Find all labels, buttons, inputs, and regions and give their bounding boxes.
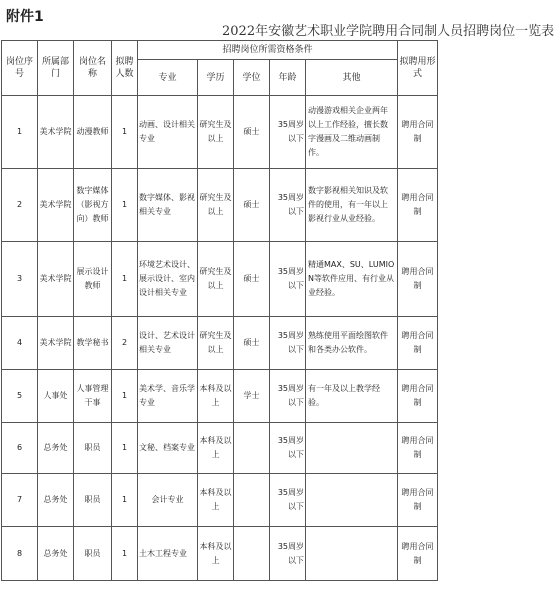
cell-age: 35周岁以下 — [270, 96, 306, 169]
cell-count: 1 — [112, 370, 138, 423]
cell-count: 1 — [112, 527, 138, 581]
cell-major: 环境艺术设计、展示设计、室内设计相关专业 — [138, 242, 198, 317]
header-row-top — [2, 41, 438, 60]
header-other: 其他 — [306, 60, 398, 96]
cell-seq: 2 — [2, 169, 38, 242]
cell-edu: 研究生及以上 — [198, 96, 234, 169]
cell-name: 教学秘书 — [74, 317, 112, 370]
table-row — [2, 317, 438, 370]
cell-name: 动漫教师 — [74, 96, 112, 169]
cell-degree: 硕士 — [234, 169, 270, 242]
cell-other: 熟练使用平面绘图软件和各类办公软件。 — [306, 317, 398, 370]
cell-form: 聘用合同制 — [398, 242, 438, 317]
cell-dept: 美术学院 — [38, 317, 74, 370]
cell-edu: 研究生及以上 — [198, 169, 234, 242]
header-seq: 岗位序号 — [2, 41, 38, 96]
cell-name: 职员 — [74, 527, 112, 581]
cell-dept: 总务处 — [38, 527, 74, 581]
cell-other: 数字影视相关知识及软件的使用，有一年以上影视行业从业经验。 — [306, 169, 398, 242]
cell-degree: 学士 — [234, 370, 270, 423]
table-title: 2022年安徽艺术职业学院聘用合同制人员招聘岗位一览表 — [222, 24, 555, 39]
cell-name: 展示设计教师 — [74, 242, 112, 317]
cell-age: 35周岁以下 — [270, 527, 306, 581]
cell-major: 动画、设计相关专业 — [138, 96, 198, 169]
cell-major: 数字媒体、影视相关专业 — [138, 169, 198, 242]
cell-count: 1 — [112, 423, 138, 474]
cell-other — [306, 423, 398, 474]
cell-dept: 美术学院 — [38, 169, 74, 242]
cell-name: 职员 — [74, 474, 112, 527]
table-row — [2, 423, 438, 474]
cell-major: 设计、艺术设计相关专业 — [138, 317, 198, 370]
header-major: 专业 — [138, 60, 198, 96]
cell-edu: 本科及以上 — [198, 423, 234, 474]
cell-seq: 8 — [2, 527, 38, 581]
attachment-label: 附件1 — [6, 9, 44, 25]
table-row — [2, 527, 438, 581]
header-degree: 学位 — [234, 60, 270, 96]
cell-age: 35周岁以下 — [270, 474, 306, 527]
cell-form: 聘用合同制 — [398, 96, 438, 169]
header-conditions: 招聘岗位所需资格条件 — [138, 41, 398, 60]
cell-other: 动漫游戏相关企业两年以上工作经验，擅长数字漫画及二维动画制作。 — [306, 96, 398, 169]
cell-seq: 4 — [2, 317, 38, 370]
cell-seq: 5 — [2, 370, 38, 423]
cell-edu: 研究生及以上 — [198, 317, 234, 370]
cell-form: 聘用合同制 — [398, 527, 438, 581]
cell-seq: 3 — [2, 242, 38, 317]
cell-degree — [234, 474, 270, 527]
cell-name: 职员 — [74, 423, 112, 474]
cell-age: 35周岁以下 — [270, 317, 306, 370]
cell-edu: 本科及以上 — [198, 474, 234, 527]
cell-count: 1 — [112, 96, 138, 169]
cell-other — [306, 474, 398, 527]
cell-degree: 硕士 — [234, 317, 270, 370]
header-name: 岗位名称 — [74, 41, 112, 96]
cell-degree — [234, 423, 270, 474]
cell-name: 数字媒体（影视方向）教师 — [74, 169, 112, 242]
table-row — [2, 242, 438, 317]
cell-name: 人事管理干事 — [74, 370, 112, 423]
cell-form: 聘用合同制 — [398, 317, 438, 370]
cell-form: 聘用合同制 — [398, 423, 438, 474]
cell-age: 35周岁以下 — [270, 423, 306, 474]
cell-other: 有一年及以上教学经验。 — [306, 370, 398, 423]
cell-age: 35周岁以下 — [270, 242, 306, 317]
cell-seq: 1 — [2, 96, 38, 169]
recruitment-table — [1, 40, 438, 581]
cell-degree: 硕士 — [234, 242, 270, 317]
cell-dept: 总务处 — [38, 474, 74, 527]
table-row — [2, 370, 438, 423]
cell-form: 聘用合同制 — [398, 169, 438, 242]
header-age: 年龄 — [270, 60, 306, 96]
cell-edu: 本科及以上 — [198, 527, 234, 581]
cell-major: 会计专业 — [138, 474, 198, 527]
cell-edu: 本科及以上 — [198, 370, 234, 423]
cell-major: 土木工程专业 — [138, 527, 198, 581]
cell-degree: 硕士 — [234, 96, 270, 169]
table-row — [2, 474, 438, 527]
header-dept: 所属部门 — [38, 41, 74, 96]
cell-dept: 美术学院 — [38, 242, 74, 317]
header-form: 拟聘用形式 — [398, 41, 438, 96]
cell-degree — [234, 527, 270, 581]
cell-age: 35周岁以下 — [270, 370, 306, 423]
cell-major: 文秘、档案专业 — [138, 423, 198, 474]
cell-other — [306, 527, 398, 581]
cell-count: 1 — [112, 242, 138, 317]
cell-edu: 研究生及以上 — [198, 242, 234, 317]
cell-count: 1 — [112, 169, 138, 242]
table-row — [2, 96, 438, 169]
cell-seq: 6 — [2, 423, 38, 474]
header-count: 拟聘人数 — [112, 41, 138, 96]
cell-dept: 总务处 — [38, 423, 74, 474]
cell-age: 35周岁以下 — [270, 169, 306, 242]
cell-form: 聘用合同制 — [398, 370, 438, 423]
cell-form: 聘用合同制 — [398, 474, 438, 527]
cell-dept: 美术学院 — [38, 96, 74, 169]
cell-seq: 7 — [2, 474, 38, 527]
cell-other: 精通MAX、SU、LUMION等软件应用、有行业从业经验。 — [306, 242, 398, 317]
cell-major: 美术学、音乐学专业 — [138, 370, 198, 423]
header-edu: 学历 — [198, 60, 234, 96]
cell-count: 1 — [112, 474, 138, 527]
table-row — [2, 169, 438, 242]
cell-dept: 人事处 — [38, 370, 74, 423]
cell-count: 2 — [112, 317, 138, 370]
